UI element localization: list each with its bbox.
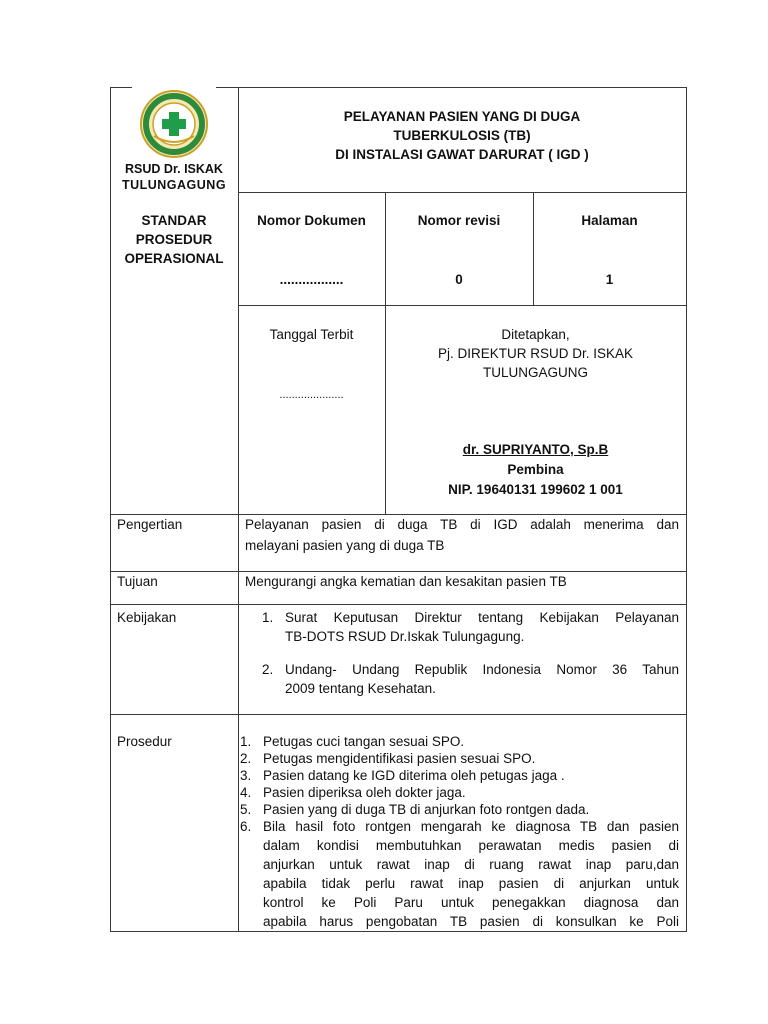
prosedur-item-3-number: 3. xyxy=(240,768,252,783)
kebijakan-item-1-line-2: TB-DOTS RSUD Dr.Iskak Tulungagung. xyxy=(285,629,525,644)
prosedur-item-6-line-4: apabila tidak perlu rawat inap pasien di anjurkan untuk xyxy=(263,876,679,891)
prosedur-item-2-text: Petugas mengidentifikasi pasien sesuai SPO. xyxy=(263,751,536,766)
kebijakan-item-1-line-1: Surat Keputusan Direktur tentang Kebijakan Pelayanan xyxy=(285,610,679,625)
signer-name: dr. SUPRIYANTO, Sp.B xyxy=(462,442,609,457)
hospital-logo xyxy=(132,84,216,160)
logo-caption-line-2: TULUNGAGUNG xyxy=(121,178,227,192)
pengertian-text-line-1: Pelayanan pasien di duga TB di IGD adalah menerima dan xyxy=(245,517,679,532)
document-title-line-1: PELAYANAN PASIEN YANG DI DUGA xyxy=(343,109,581,124)
sop-label-line-3: OPERASIONAL xyxy=(124,251,224,266)
prosedur-item-1-text: Petugas cuci tangan sesuai SPO. xyxy=(263,734,465,749)
prosedur-item-6-line-3: anjurkan untuk rawat inap di ruang rawat inap paru,dan xyxy=(263,857,679,872)
hospital-logo-emblem xyxy=(132,84,216,160)
prosedur-item-6-line-5: kontrol ke Poli Paru untuk penegakkan diagnosa dan xyxy=(263,895,679,910)
kebijakan-label: Kebijakan xyxy=(117,610,177,625)
kebijakan-item-2-line-1: Undang- Undang Republik Indonesia Nomor 36 Tahun xyxy=(285,662,679,677)
prosedur-item-5-text: Pasien yang di duga TB di anjurkan foto rontgen dada. xyxy=(263,802,590,817)
tujuan-text: Mengurangi angka kematian dan kesakitan pasien TB xyxy=(245,574,567,589)
nomor-revisi-value: 0 xyxy=(455,272,463,287)
prosedur-item-5-number: 5. xyxy=(240,802,252,817)
logo-caption-line-1: RSUD Dr. ISKAK xyxy=(125,162,223,176)
prosedur-top xyxy=(110,714,686,715)
kebijakan-item-2-line-2: 2009 tentang Kesehatan. xyxy=(285,681,436,696)
tanggal-terbit-label: Tanggal Terbit xyxy=(269,327,354,342)
nomor-revisi-label: Nomor revisi xyxy=(417,213,501,228)
prosedur-item-2-number: 2. xyxy=(240,751,252,766)
signer-nip: NIP. 19640131 199602 1 001 xyxy=(448,482,623,497)
tujuan-label: Tujuan xyxy=(117,574,158,589)
halaman-label: Halaman xyxy=(581,213,638,228)
prosedur-item-1-number: 1. xyxy=(240,734,252,749)
prosedur-item-6-number: 6. xyxy=(240,819,252,834)
ditetapkan-line-1: Ditetapkan, xyxy=(501,327,570,342)
ditetapkan-line-3: TULUNGAGUNG xyxy=(482,365,588,380)
kebijakan-top xyxy=(110,604,686,605)
table-bottom-border xyxy=(110,931,686,932)
halaman-value: 1 xyxy=(605,272,614,287)
table-right-border xyxy=(686,87,687,932)
kebijakan-item-2-number: 2. xyxy=(262,662,274,677)
document-title-line-3: DI INSTALASI GAWAT DARURAT ( IGD ) xyxy=(335,147,589,162)
tujuan-top xyxy=(110,571,686,572)
sop-label-line-2: PROSEDUR xyxy=(135,232,213,247)
kebijakan-item-1-number: 1. xyxy=(262,610,274,625)
prosedur-item-3-text: Pasien datang ke IGD diterima oleh petugas jaga . xyxy=(263,768,565,783)
document-title-line-2: TUBERKULOSIS (TB) xyxy=(393,128,531,143)
signer-rank: Pembina xyxy=(507,462,564,477)
sop-label-line-1: STANDAR xyxy=(141,213,207,228)
tanggal-terbit-value: ..................... xyxy=(279,389,344,401)
pengertian-label: Pengertian xyxy=(117,517,183,532)
prosedur-item-6-line-2: dalam kondisi membutuhkan perawatan medis pasien di xyxy=(263,838,679,853)
prosedur-item-4-number: 4. xyxy=(240,785,252,800)
prosedur-item-6-line-1: Bila hasil foto rontgen mengarah ke diagnosa TB dan pasien xyxy=(263,819,679,834)
nomor-dokumen-value: ................. xyxy=(279,272,344,287)
header-divider xyxy=(238,192,686,193)
pengertian-text-line-2: melayani pasien yang di duga TB xyxy=(245,538,445,553)
pengertian-top xyxy=(110,514,686,515)
prosedur-item-4-text: Pasien diperiksa oleh dokter jaga. xyxy=(263,785,466,800)
prosedur-item-6-line-6: apabila harus pengobatan TB pasien di konsulkan ke Poli xyxy=(263,914,679,929)
ditetapkan-line-2: Pj. DIREKTUR RSUD Dr. ISKAK xyxy=(437,346,634,361)
nomor-dokumen-label: Nomor Dokumen xyxy=(257,213,366,228)
doc-col-divider-2 xyxy=(533,192,534,305)
doc-info-divider xyxy=(238,305,686,306)
prosedur-label: Prosedur xyxy=(117,734,172,749)
